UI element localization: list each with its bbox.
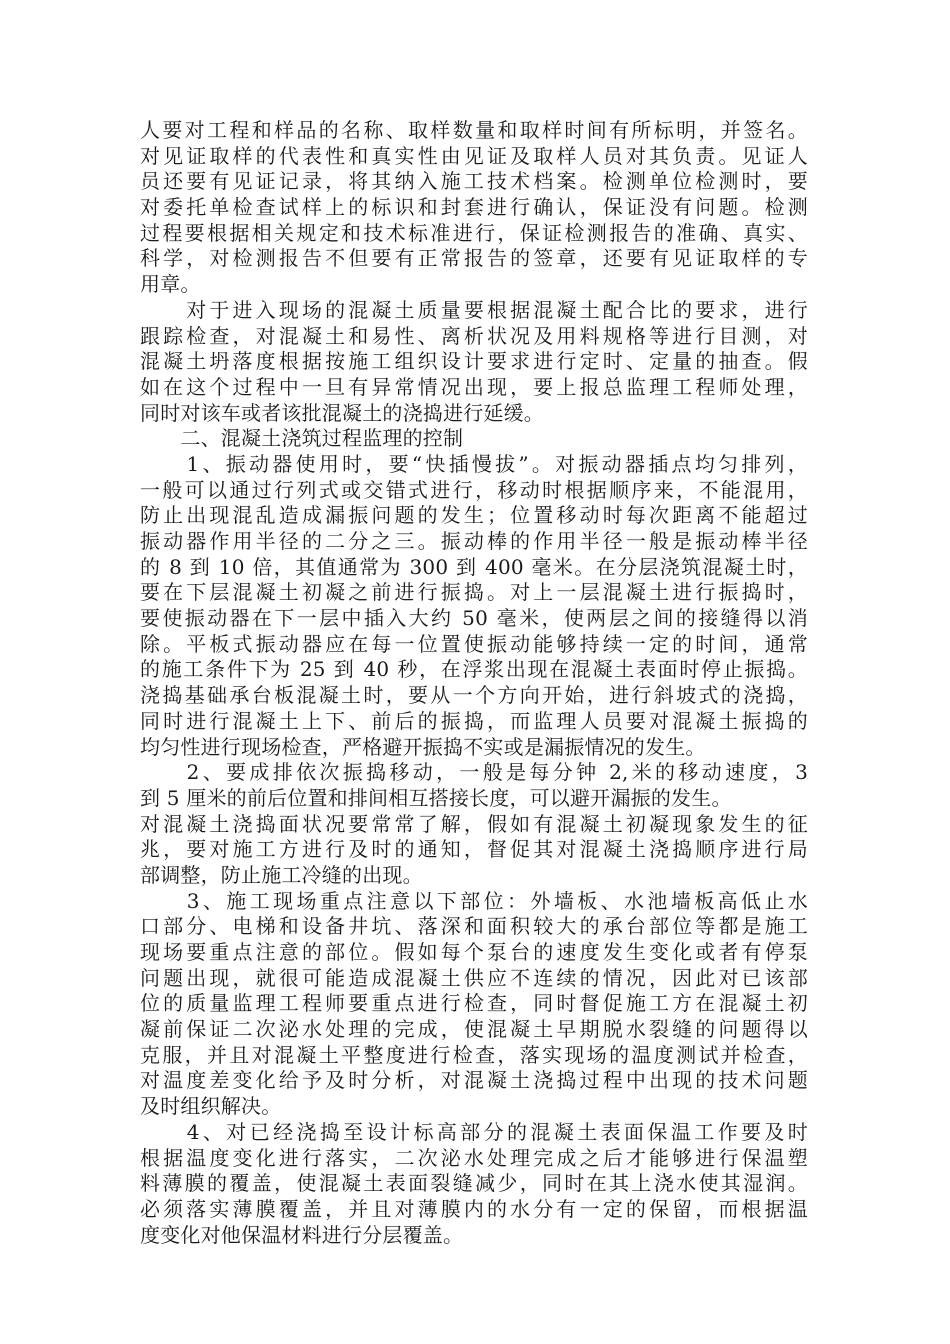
text-line: 均匀性进行现场检查，严格避开振捣不实或是漏振情况的发生。	[140, 734, 706, 759]
text-line: 料薄膜的覆盖，使混凝土表面裂缝减少，同时在其上浇水使其湿润。	[140, 1171, 808, 1196]
text-line: 部调整，防止施工冷缝的出现。	[140, 862, 423, 887]
text-line: 员还要有见证记录，将其纳入施工技术档案。检测单位检测时，要	[140, 169, 808, 194]
text-line: 对见证取样的代表性和真实性由见证及取样人员对其负责。见证人	[140, 143, 808, 168]
text-line: 对委托单检查试样上的标识和封套进行确认，保证没有问题。检测	[140, 195, 808, 220]
text-line: 同时对该车或者该批混凝土的浇捣进行延缓。	[140, 400, 544, 425]
text-line: 二、混凝土浇筑过程监理的控制	[140, 426, 464, 451]
text-line: 要在下层混凝土初凝之前进行振捣。对上一层混凝土进行振捣时，	[140, 580, 808, 605]
text-line: 及时组织解决。	[140, 1094, 282, 1119]
text-line: 振动器作用半径的二分之三。振动棒的作用半径一般是振动棒半径	[140, 529, 808, 553]
text-line: 过程要根据相关规定和技术标准进行，保证检测报告的准确、真实、	[140, 220, 808, 245]
text-line: 浇捣基础承台板混凝土时，要从一个方向开始，进行斜坡式的浇捣，	[140, 683, 808, 708]
text-line: 1、振动器使用时，要“快插慢拔”。对振动器插点均匀排列，	[140, 451, 808, 476]
text-line: 现场要重点注意的部位。假如每个泵台的速度发生变化或者有停泵	[140, 940, 808, 964]
text-line: 对温度差变化给予及时分析，对混凝土浇捣过程中出现的技术问题	[140, 1068, 808, 1093]
text-line: 混凝土坍落度根据按施工组织设计要求进行定时、定量的抽查。假	[140, 349, 808, 374]
text-line: 对于进入现场的混凝土质量要根据混凝土配合比的要求，进行	[140, 297, 808, 322]
text-line: 如在这个过程中一旦有异常情况出现，要上报总监理工程师处理，	[140, 374, 808, 399]
text-line: 一般可以通过行列式或交错式进行，移动时根据顺序来，不能混用，	[140, 477, 808, 502]
text-line: 2、要成排依次振捣移动，一般是每分钟 2,米的移动速度，3	[140, 760, 808, 785]
text-line: 问题出现，就很可能造成混凝土供应不连续的情况，因此对已该部	[140, 965, 808, 990]
text-line: 科学，对检测报告不但要有正常报告的签章，还要有见证取样的专	[140, 246, 808, 271]
text-line: 兆，要对施工方进行及时的通知，督促其对混凝土浇捣顺序进行局	[140, 837, 808, 862]
text-line: 必须落实薄膜覆盖，并且对薄膜内的水分有一定的保留，而根据温	[140, 1196, 808, 1221]
text-line: 防止出现混乱造成漏振问题的发生；位置移动时每次距离不能超过	[140, 503, 808, 528]
text-line: 对混凝土浇捣面状况要常常了解，假如有混凝土初凝现象发生的征	[140, 811, 808, 836]
text-line: 4、对已经浇捣至设计标高部分的混凝土表面保温工作要及时	[140, 1119, 808, 1144]
text-line: 根据温度变化进行落实，二次泌水处理完成之后才能够进行保温塑	[140, 1145, 808, 1170]
text-line: 凝前保证二次泌水处理的完成，使混凝土早期脱水裂缝的问题得以	[140, 1017, 808, 1042]
text-line: 位的质量监理工程师要重点进行检查，同时督促施工方在混凝土初	[140, 991, 808, 1016]
text-line: 的 8 到 10 倍，其值通常为 300 到 400 毫米。在分层浇筑混凝土时，	[140, 554, 808, 579]
text-line: 用章。	[140, 272, 201, 297]
text-line: 的施工条件下为 25 到 40 秒，在浮浆出现在混凝土表面时停止振捣。	[140, 657, 808, 682]
text-line: 同时进行混凝土上下、前后的振捣，而监理人员要对混凝土振捣的	[140, 708, 808, 733]
text-line: 口部分、电梯和设备井坑、落深和面积较大的承台部位等都是施工	[140, 914, 808, 939]
text-line: 跟踪检查，对混凝土和易性、离析状况及用料规格等进行目测，对	[140, 323, 808, 348]
text-line: 要使振动器在下一层中插入大约 50 毫米，使两层之间的接缝得以消	[140, 606, 808, 631]
text-line: 克服，并且对混凝土平整度进行检查，落实现场的温度测试并检查，	[140, 1042, 808, 1067]
text-line: 人要对工程和样品的名称、取样数量和取样时间有所标明，并签名。	[140, 118, 808, 142]
text-line: 度变化对他保温材料进行分层覆盖。	[140, 1222, 464, 1247]
text-line: 3、施工现场重点注意以下部位：外墙板、水池墙板高低止水	[140, 888, 808, 913]
document-body	[140, 118, 808, 1248]
text-line: 到 5 厘米的前后位置和排间相互搭接长度，可以避开漏振的发生。	[140, 785, 732, 810]
text-line: 除。平板式振动器应在每一位置使振动能够持续一定的时间，通常	[140, 631, 808, 656]
